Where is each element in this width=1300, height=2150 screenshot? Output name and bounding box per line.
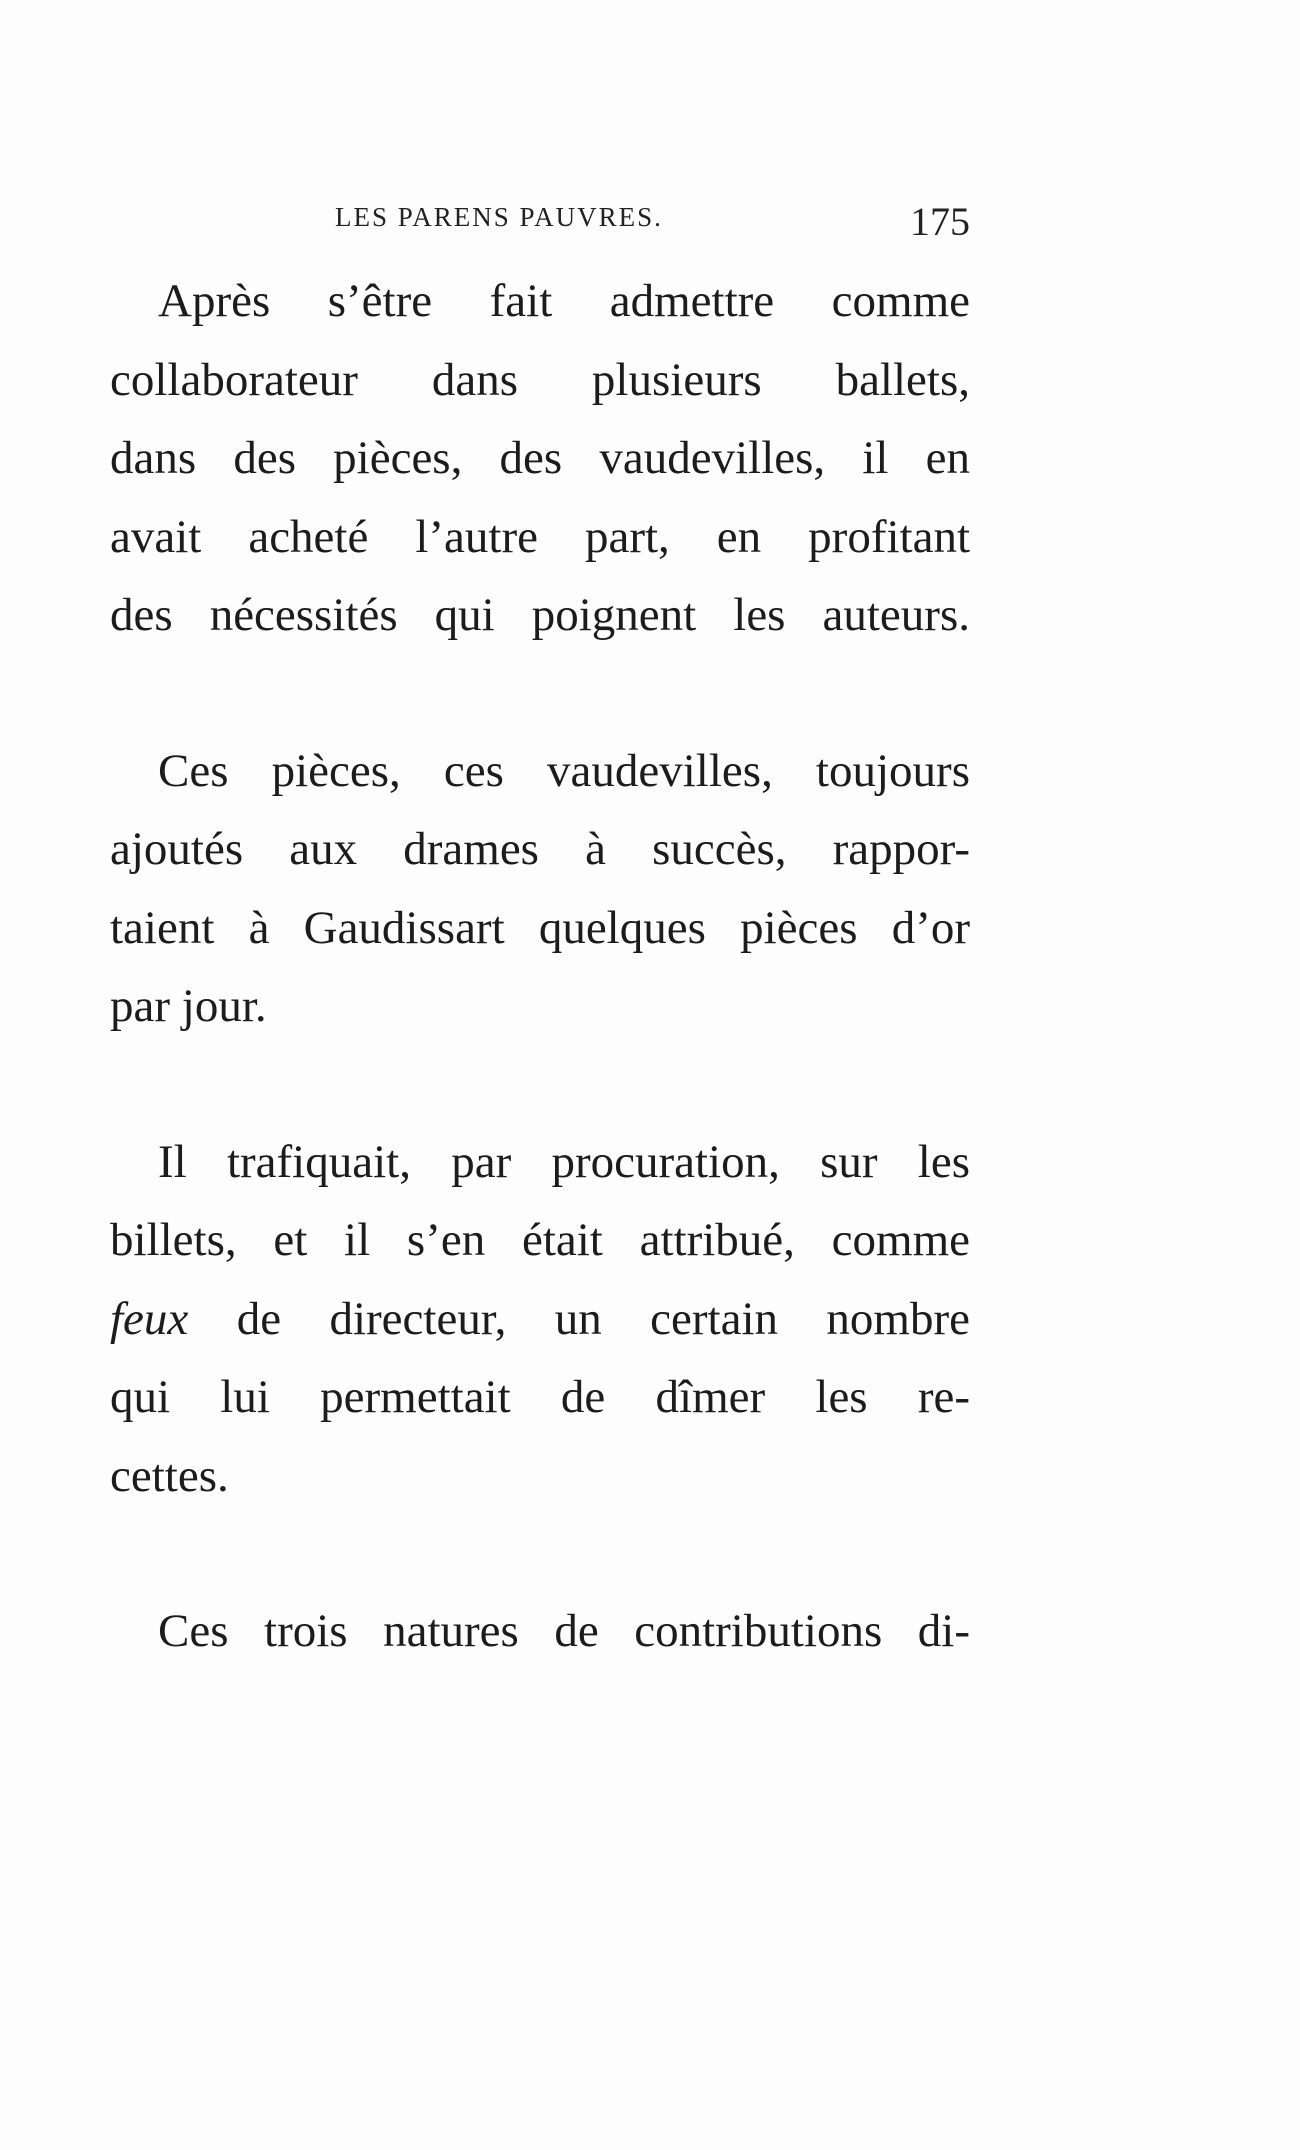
paragraph-2: [110, 732, 970, 1046]
text-line: Après s’être fait admettre comme: [158, 275, 970, 327]
text-line: billets, et il s’en était attribué, comme: [110, 1214, 970, 1266]
text-line: dans des pièces, des vaudevilles, il en: [110, 432, 970, 484]
text-line: Ces trois natures de contributions di-: [158, 1605, 970, 1657]
text-line: Ces pièces, ces vaudevilles, toujours: [158, 744, 970, 797]
paragraph-3: [110, 1123, 970, 1516]
text-line: taient à Gaudissart quelques pièces d’or: [110, 901, 970, 954]
body-text: [110, 262, 970, 1671]
text-line: collaborateur dans plusieurs ballets,: [110, 353, 970, 406]
text-line: ajoutés aux drames à succès, rappor-: [110, 823, 970, 875]
text-line: qui lui permettait de dîmer les re-: [110, 1371, 970, 1423]
paragraph-4: [110, 1592, 970, 1671]
text-line-rest: de directeur, un certain nombre: [236, 1292, 971, 1345]
running-title: LES PARENS PAUVRES.: [335, 202, 663, 232]
text-line-with-italic: [110, 1280, 970, 1359]
italic-word: feux: [110, 1292, 189, 1345]
text-line: avait acheté l’autre part, en profitant: [110, 510, 970, 563]
page-number: 175: [910, 199, 970, 244]
text-line: des nécessités qui poignent les auteurs.: [110, 589, 970, 641]
page-header: [110, 198, 970, 248]
text-line: cettes.: [110, 1449, 229, 1502]
paragraph-1: [110, 262, 970, 655]
text-line: par jour.: [110, 980, 267, 1032]
text-line: Il trafiquait, par procuration, sur les: [158, 1135, 970, 1188]
